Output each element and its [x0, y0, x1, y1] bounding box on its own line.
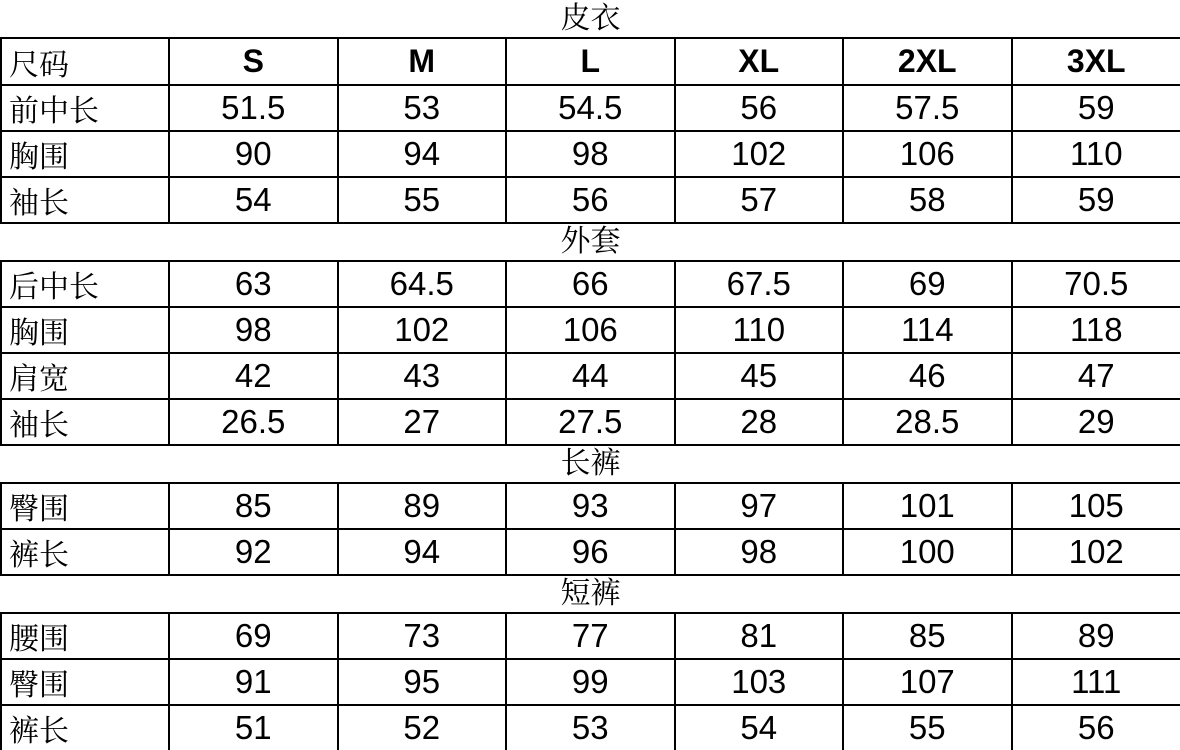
value-cell: 89: [1012, 613, 1180, 659]
value-cell: 110: [1012, 131, 1180, 177]
value-cell: 47: [1012, 353, 1180, 399]
size-header-cell: 2XL: [843, 38, 1012, 85]
table-row: [1, 307, 1180, 353]
size-header-cell: 3XL: [1012, 38, 1180, 85]
value-cell: 93: [506, 483, 675, 529]
value-cell: 81: [675, 613, 844, 659]
value-cell: 53: [338, 85, 507, 131]
section-title-row: [1, 575, 1180, 613]
value-cell: 51.5: [169, 85, 338, 131]
value-cell: 100: [843, 529, 1012, 575]
value-cell: 94: [338, 529, 507, 575]
value-cell: 101: [843, 483, 1012, 529]
value-cell: 118: [1012, 307, 1180, 353]
value-cell: 111: [1012, 659, 1180, 705]
value-cell: 51: [169, 705, 338, 750]
row-label-cell: 前中长: [1, 85, 169, 131]
row-label-cell: 袖长: [1, 177, 169, 223]
table-row: [1, 483, 1180, 529]
row-label-cell: 肩宽: [1, 353, 169, 399]
value-cell: 106: [843, 131, 1012, 177]
value-cell: 92: [169, 529, 338, 575]
section-title: 短裤: [1, 575, 1180, 613]
table-row: [1, 131, 1180, 177]
row-label-cell: 胸围: [1, 131, 169, 177]
value-cell: 45: [675, 353, 844, 399]
value-cell: 97: [675, 483, 844, 529]
size-col-header: 尺码: [1, 38, 169, 85]
row-label-cell: 腰围: [1, 613, 169, 659]
value-cell: 42: [169, 353, 338, 399]
table-row: [1, 705, 1180, 750]
value-cell: 107: [843, 659, 1012, 705]
value-cell: 52: [338, 705, 507, 750]
table-row: [1, 529, 1180, 575]
section-title-row: [1, 445, 1180, 483]
value-cell: 70.5: [1012, 261, 1180, 307]
value-cell: 98: [169, 307, 338, 353]
row-label-cell: 臀围: [1, 483, 169, 529]
row-label-cell: 裤长: [1, 705, 169, 750]
value-cell: 56: [1012, 705, 1180, 750]
row-label-cell: 胸围: [1, 307, 169, 353]
value-cell: 102: [338, 307, 507, 353]
value-cell: 55: [843, 705, 1012, 750]
value-cell: 57.5: [843, 85, 1012, 131]
table-row: [1, 659, 1180, 705]
value-cell: 69: [169, 613, 338, 659]
value-cell: 95: [338, 659, 507, 705]
value-cell: 54.5: [506, 85, 675, 131]
value-cell: 96: [506, 529, 675, 575]
size-header-cell: S: [169, 38, 338, 85]
value-cell: 66: [506, 261, 675, 307]
value-cell: 56: [675, 85, 844, 131]
value-cell: 58: [843, 177, 1012, 223]
sizes-header-row: [1, 38, 1180, 85]
size-header-cell: XL: [675, 38, 844, 85]
value-cell: 91: [169, 659, 338, 705]
value-cell: 46: [843, 353, 1012, 399]
value-cell: 69: [843, 261, 1012, 307]
value-cell: 59: [1012, 177, 1180, 223]
value-cell: 102: [675, 131, 844, 177]
value-cell: 90: [169, 131, 338, 177]
table-row: [1, 613, 1180, 659]
value-cell: 106: [506, 307, 675, 353]
row-label-cell: 袖长: [1, 399, 169, 445]
value-cell: 110: [675, 307, 844, 353]
value-cell: 99: [506, 659, 675, 705]
value-cell: 27.5: [506, 399, 675, 445]
value-cell: 29: [1012, 399, 1180, 445]
value-cell: 67.5: [675, 261, 844, 307]
value-cell: 64.5: [338, 261, 507, 307]
section-title-row: [1, 0, 1180, 38]
row-label-cell: 臀围: [1, 659, 169, 705]
table-row: [1, 261, 1180, 307]
value-cell: 89: [338, 483, 507, 529]
value-cell: 53: [506, 705, 675, 750]
value-cell: 77: [506, 613, 675, 659]
row-label-cell: 后中长: [1, 261, 169, 307]
table-row: [1, 353, 1180, 399]
value-cell: 85: [169, 483, 338, 529]
size-header-cell: L: [506, 38, 675, 85]
value-cell: 105: [1012, 483, 1180, 529]
section-title-row: [1, 223, 1180, 261]
value-cell: 28.5: [843, 399, 1012, 445]
row-label-cell: 裤长: [1, 529, 169, 575]
table-row: [1, 85, 1180, 131]
section-title: 皮衣: [1, 0, 1180, 38]
value-cell: 26.5: [169, 399, 338, 445]
value-cell: 73: [338, 613, 507, 659]
value-cell: 57: [675, 177, 844, 223]
value-cell: 55: [338, 177, 507, 223]
value-cell: 63: [169, 261, 338, 307]
value-cell: 85: [843, 613, 1012, 659]
section-title: 外套: [1, 223, 1180, 261]
value-cell: 114: [843, 307, 1012, 353]
value-cell: 103: [675, 659, 844, 705]
section-title: 长裤: [1, 445, 1180, 483]
value-cell: 102: [1012, 529, 1180, 575]
value-cell: 59: [1012, 85, 1180, 131]
value-cell: 94: [338, 131, 507, 177]
table-row: [1, 399, 1180, 445]
size-header-cell: M: [338, 38, 507, 85]
value-cell: 44: [506, 353, 675, 399]
value-cell: 54: [169, 177, 338, 223]
value-cell: 27: [338, 399, 507, 445]
value-cell: 56: [506, 177, 675, 223]
table-row: [1, 177, 1180, 223]
value-cell: 43: [338, 353, 507, 399]
value-cell: 28: [675, 399, 844, 445]
value-cell: 54: [675, 705, 844, 750]
value-cell: 98: [506, 131, 675, 177]
value-cell: 98: [675, 529, 844, 575]
